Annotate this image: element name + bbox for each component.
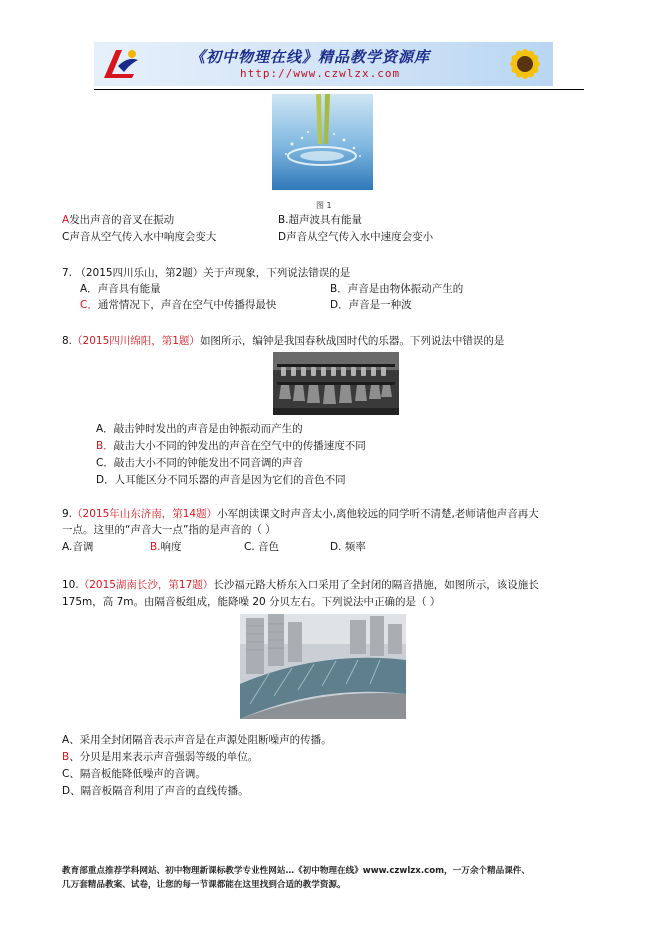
q9-option-a: [62, 540, 93, 554]
q8-option-b-text: 敲击大小不同的钟发出的声音在空气中的传播速度不同: [113, 440, 366, 452]
q7-option-d-letter: D．: [330, 299, 349, 311]
q10-source: （2015湖南长沙，第17题）: [78, 579, 214, 591]
q10-option-d-text: 、隔音板隔音利用了声音的直线传播。: [70, 785, 249, 797]
q6-option-b-text: .超声波具有能量: [285, 214, 363, 226]
q6-option-b-letter: B: [278, 214, 286, 226]
q8-option-c-letter: C．: [96, 457, 114, 469]
figure-caption: 图 1: [316, 201, 332, 210]
bianzhong-bells-photo: [273, 352, 399, 415]
header-divider: [94, 89, 584, 90]
q9-number: 9.: [62, 508, 73, 520]
q9-option-b: [150, 540, 182, 554]
footer-line-1: 教育部重点推荐学科网站、初中物理新课标教学专业性网站…《初中物理在线》www.czwlzx.com，一万余个精品课件、: [62, 866, 530, 876]
q10-option-d-letter: D: [62, 785, 71, 797]
q8-option-a-text: 敲击钟时发出的声音是由钟振动而产生的: [113, 423, 303, 435]
q7-option-c-text: 通常情况下，声音在空气中传播得最快: [97, 299, 277, 311]
q7-option-a-text: 声音具有能量: [97, 283, 161, 295]
q9-option-b-text: 响度: [160, 541, 182, 553]
q10-option-a-letter: A: [62, 734, 70, 746]
q9-option-d: [330, 540, 366, 554]
header-banner: [94, 42, 553, 86]
q9-option-a-text: .音调: [69, 541, 94, 553]
q8-option-d-text: 人耳能区分不同乐器的声音是因为它们的音色不同: [114, 474, 346, 486]
q9-stem-1: 小军朗读课文时声音太小,离他较远的同学听不清楚,老师请他声音再大: [217, 508, 539, 520]
q9-option-b-letter: B.: [150, 541, 161, 553]
q10-stem-1: 长沙福元路大桥东入口采用了全封闭的隔音措施，如图所示，该设施长: [213, 579, 539, 591]
q9-option-c-letter: C: [244, 541, 252, 553]
q8-source: （2015四川绵阳，第1题）: [72, 335, 200, 347]
q7-stem: 7. （2015四川乐山，第2题）关于声现象，下列说法错误的是: [62, 267, 351, 279]
q7-option-d-text: 声音是一种波: [348, 299, 412, 311]
q6-option-d-text: 声音从空气传入水中速度会变小: [286, 231, 434, 243]
q10-option-a: [62, 733, 332, 747]
q10-option-c: [62, 767, 206, 781]
q7-option-c: [80, 298, 276, 312]
q8-option-d: [96, 473, 346, 487]
q8-option-b: [96, 439, 366, 453]
q7-option-a-letter: A．: [80, 283, 98, 295]
q8-stem: 如图所示，编钟是我国春秋战国时代的乐器。下列说法中错误的是: [199, 335, 505, 347]
q6-option-d-letter: D: [278, 231, 287, 243]
q6-option-d: [278, 230, 433, 244]
banner-title: 《初中物理在线》精品教学资源库: [190, 48, 431, 66]
q7-option-b-letter: B．: [330, 283, 348, 295]
q10-option-c-letter: C: [62, 768, 70, 780]
q10-option-a-text: 、采用全封闭隔音表示声音是在声源处阻断噪声的传播。: [69, 734, 332, 746]
q9-option-a-letter: A: [62, 541, 69, 553]
q6-option-a-text: 发出声音的音叉在振动: [69, 214, 175, 226]
q6-option-c-letter: C: [62, 231, 70, 243]
q9-stem-line-1: [62, 507, 539, 521]
q10-option-d: [62, 784, 249, 798]
q8-option-a-letter: A．: [96, 423, 114, 435]
q7-option-b: [330, 282, 463, 296]
footer-line-2: 几万套精品教案、试卷，让您的每一节课都能在这里找到合适的教学资源。: [62, 880, 346, 890]
sunflower-icon: [495, 42, 553, 86]
q8-option-d-letter: D．: [96, 474, 115, 486]
q10-stem-line-1: [62, 578, 539, 592]
q9-option-c: [244, 540, 279, 554]
q9-option-d-text: . 频率: [338, 541, 366, 553]
q6-option-b: [278, 213, 362, 227]
q9-source: （2015年山东济南，第14题）: [72, 508, 218, 520]
sound-barrier-bridge-photo: [240, 614, 406, 719]
q9-stem-line-2: 一点。这里的“声音大一点”指的是声音的（ ）: [62, 524, 276, 536]
q7-option-c-letter: C．: [80, 299, 98, 311]
q10-stem-line-2: 175m，高 7m。由隔音板组成，能降噪 20 分贝左右。下列说法中正确的是（ ）: [62, 596, 441, 608]
q8-option-c-text: 敲击大小不同的钟能发出不同音调的声音: [113, 457, 303, 469]
q7-option-d: [330, 298, 412, 312]
banner-url: http://www.czwlzx.com: [240, 67, 401, 80]
q10-number: 10.: [62, 579, 79, 591]
site-logo-icon: [98, 44, 142, 84]
page-footer: [62, 864, 602, 892]
q8-number: 8.: [62, 335, 73, 347]
q6-option-c-text: 声音从空气传入水中响度会变大: [69, 231, 217, 243]
q7-option-a: [80, 282, 161, 296]
q8-option-c: [96, 456, 303, 470]
q10-option-b-text: 、分贝是用来表示声音强弱等级的单位。: [69, 751, 259, 763]
q10-option-c-text: 、隔音板能降低噪声的音调。: [69, 768, 206, 780]
q9-option-d-letter: D: [330, 541, 339, 553]
q8-option-a: [96, 422, 303, 436]
q6-option-a: [62, 213, 174, 227]
q8-stem-line: [62, 334, 504, 348]
q6-option-a-letter: A: [62, 214, 70, 226]
q7-option-b-text: 声音是由物体振动产生的: [347, 283, 464, 295]
q10-option-b-letter: B: [62, 751, 70, 763]
q6-option-c: [62, 230, 216, 244]
q10-option-b: [62, 750, 258, 764]
q9-option-c-text: . 音色: [251, 541, 280, 553]
q8-option-b-letter: B．: [96, 440, 114, 452]
tuning-fork-water-photo: [272, 94, 373, 190]
